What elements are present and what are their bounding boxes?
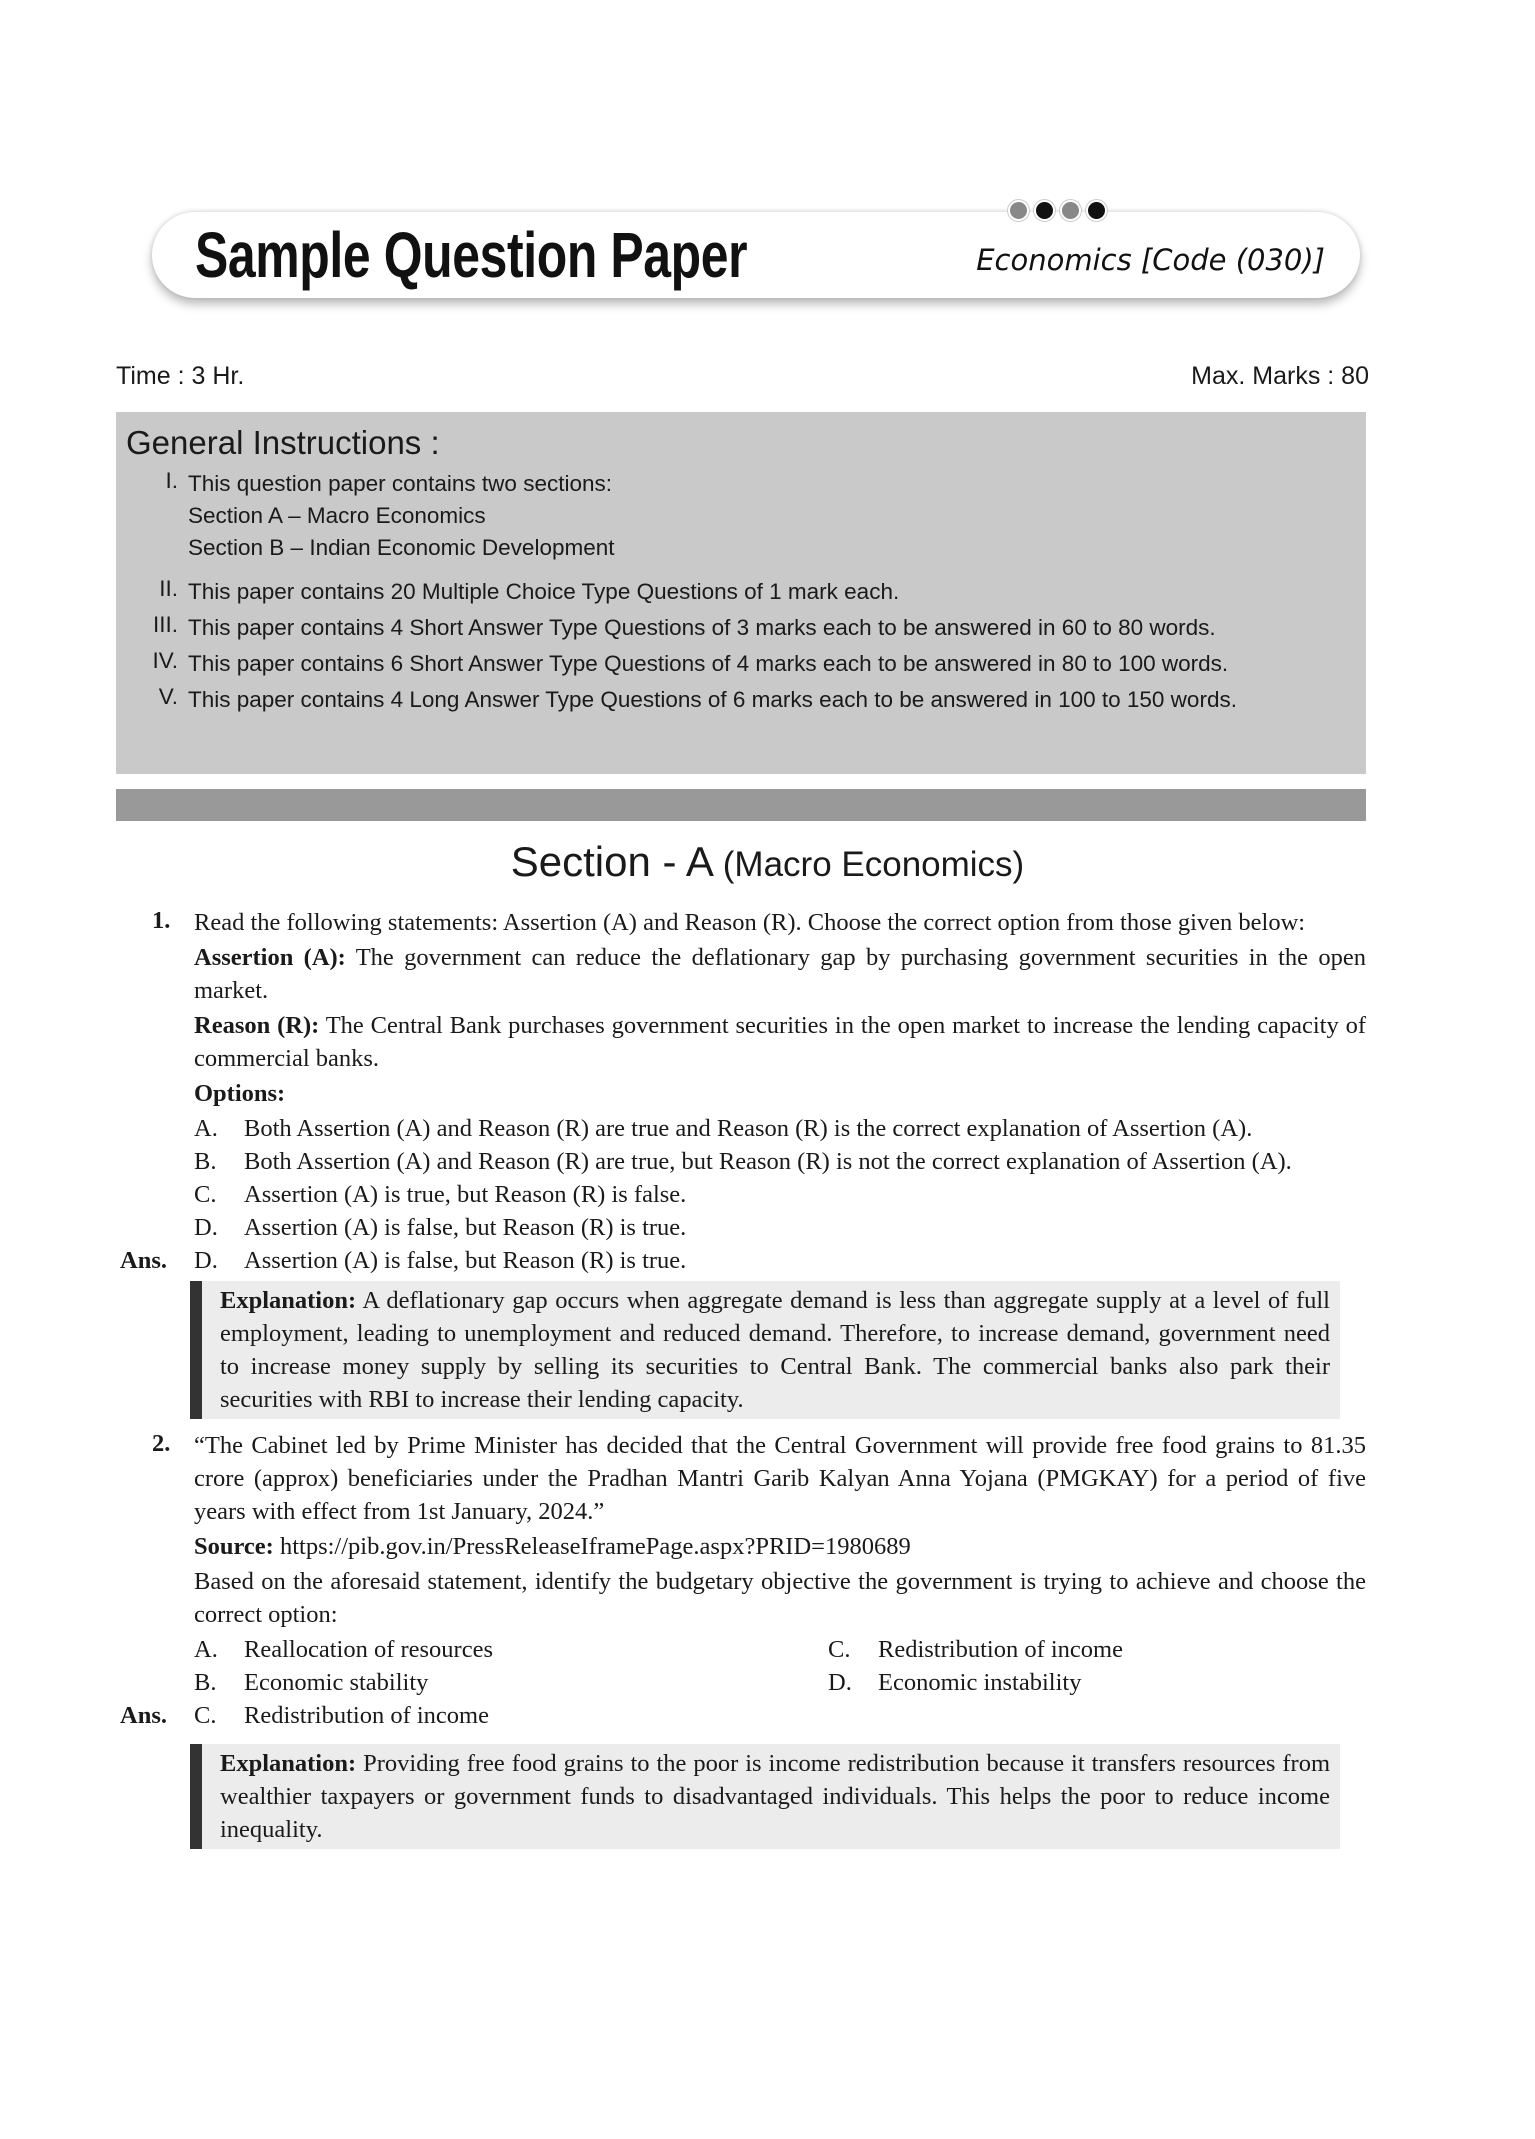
option-letter: B. bbox=[194, 1669, 217, 1696]
option-letter: A. bbox=[194, 1636, 218, 1663]
section-subtitle: (Macro Economics) bbox=[722, 845, 1025, 884]
time-label: Time : 3 Hr. bbox=[116, 362, 245, 390]
answer-letter: D. bbox=[194, 1247, 218, 1274]
option bbox=[194, 1145, 1366, 1178]
dot-icon bbox=[1060, 200, 1081, 221]
assertion bbox=[194, 941, 1366, 1007]
instruction-item bbox=[116, 648, 1356, 680]
option bbox=[194, 1211, 1366, 1244]
option bbox=[828, 1666, 1366, 1699]
question-number: 1. bbox=[152, 907, 171, 934]
instruction-text: This paper contains 6 Short Answer Type Questions of 4 marks each to be answered in 80 to 100 words. bbox=[188, 651, 1229, 676]
reason-text: The Central Bank purchases government securities in the open market to increase the lending capacity of commercial banks. bbox=[194, 1012, 1367, 1072]
instruction-text: Section B – Indian Economic Development bbox=[188, 535, 615, 560]
subject-code: Economics [Code (030)] bbox=[976, 243, 1325, 277]
section-title: Section - A bbox=[510, 838, 714, 885]
option bbox=[194, 1633, 828, 1666]
option-text: Economic instability bbox=[878, 1669, 1082, 1696]
decorative-dots bbox=[1008, 200, 1107, 221]
question-number: 2. bbox=[152, 1430, 171, 1457]
instruction-num: II. bbox=[159, 576, 178, 601]
instruction-text: This question paper contains two sections: bbox=[188, 471, 612, 496]
option-letter: C. bbox=[828, 1636, 851, 1663]
question-text: Read the following statements: Assertion (A) and Reason (R). Choose the correct option from those given below: bbox=[194, 909, 1306, 936]
source-label: Source: bbox=[194, 1533, 274, 1560]
answer-1 bbox=[120, 1244, 1366, 1277]
dot-icon bbox=[1034, 200, 1055, 221]
option-letter: D. bbox=[194, 1214, 218, 1241]
explanation-label: Explanation: bbox=[220, 1287, 357, 1314]
option-letter: D. bbox=[828, 1669, 852, 1696]
instruction-text: This paper contains 4 Short Answer Type Questions of 3 marks each to be answered in 60 to 80 words. bbox=[188, 615, 1216, 640]
instruction-num: III. bbox=[152, 612, 178, 637]
instruction-num: V. bbox=[158, 684, 178, 709]
dot-icon bbox=[1086, 200, 1107, 221]
answer-text: Assertion (A) is false, but Reason (R) is true. bbox=[244, 1247, 687, 1274]
options-label: Options: bbox=[194, 1080, 286, 1107]
option-text: Economic stability bbox=[244, 1669, 429, 1696]
instruction-item bbox=[116, 576, 1356, 608]
explanation-box bbox=[190, 1281, 1340, 1419]
instruction-item bbox=[116, 684, 1356, 716]
answer-label: Ans. bbox=[120, 1702, 167, 1729]
instruction-num: IV. bbox=[152, 648, 178, 673]
max-marks-label: Max. Marks : 80 bbox=[1191, 362, 1369, 390]
option bbox=[828, 1633, 1366, 1666]
questions bbox=[120, 904, 1366, 1857]
section-heading bbox=[0, 838, 1535, 886]
option-letter: B. bbox=[194, 1148, 217, 1175]
source-link[interactable]: https://pib.gov.in/PressReleaseIframePage.aspx?PRID=1980689 bbox=[279, 1533, 911, 1560]
option-text: Both Assertion (A) and Reason (R) are true, but Reason (R) is not the correct explanation of Assertion (A). bbox=[244, 1148, 1292, 1175]
option-text: Assertion (A) is false, but Reason (R) is true. bbox=[244, 1214, 687, 1241]
option bbox=[194, 1112, 1366, 1145]
instruction-text: This paper contains 4 Long Answer Type Questions of 6 marks each to be answered in 100 to 150 words. bbox=[188, 687, 1237, 712]
option-text: Redistribution of income bbox=[878, 1636, 1123, 1663]
instruction-item bbox=[116, 612, 1356, 644]
general-instructions bbox=[116, 412, 1366, 774]
instruction-text: This paper contains 20 Multiple Choice Type Questions of 1 mark each. bbox=[188, 579, 900, 604]
reason bbox=[194, 1009, 1366, 1075]
page-title: Sample Question Paper bbox=[195, 219, 748, 291]
option bbox=[194, 1666, 828, 1699]
assertion-label: Assertion (A): bbox=[194, 944, 346, 971]
assertion-text: The government can reduce the deflationary gap by purchasing government securities in the open market. bbox=[194, 944, 1366, 1004]
dot-icon bbox=[1008, 200, 1029, 221]
option-text: Assertion (A) is true, but Reason (R) is false. bbox=[244, 1181, 687, 1208]
answer-2 bbox=[120, 1699, 1366, 1732]
explanation-text: A deflationary gap occurs when aggregate demand is less than aggregate supply at a level of full employment, leading to unemployment and reduced demand. Therefore, to increase demand, government need to increase money supply by selling its securities to Central Bank. The commercial banks also park their securities with RBI to increase their lending capacity. bbox=[220, 1287, 1330, 1413]
question-text: “The Cabinet led by Prime Minister has decided that the Central Government will provide free food grains to 81.35 crore (approx) beneficiaries under the Pradhan Mantri Garib Kalyan Anna Yojana (PMGKAY) for a period of five years with effect from 1st January, 2024.” bbox=[194, 1432, 1366, 1525]
instruction-text: Section A – Macro Economics bbox=[188, 503, 486, 528]
option-text: Both Assertion (A) and Reason (R) are true and Reason (R) is the correct explanation of Assertion (A). bbox=[244, 1115, 1253, 1142]
explanation-text: Providing free food grains to the poor is income redistribution because it transfers resources from wealthier taxpayers or government funds to disadvantaged individuals. This helps the poor to reduce income inequality. bbox=[220, 1750, 1330, 1843]
instruction-item bbox=[116, 468, 1356, 564]
option-text: Reallocation of resources bbox=[244, 1636, 493, 1663]
question-1 bbox=[120, 904, 1366, 1244]
answer-text: Redistribution of income bbox=[244, 1702, 489, 1729]
source bbox=[194, 1530, 1366, 1563]
option bbox=[194, 1178, 1366, 1211]
explanation-box bbox=[190, 1744, 1340, 1849]
answer-label: Ans. bbox=[120, 1247, 167, 1274]
instructions-heading: General Instructions : bbox=[126, 424, 440, 461]
answer-letter: C. bbox=[194, 1702, 217, 1729]
explanation-label: Explanation: bbox=[220, 1750, 357, 1777]
instruction-num: I. bbox=[165, 468, 178, 493]
section-divider bbox=[116, 789, 1366, 821]
option-letter: A. bbox=[194, 1115, 218, 1142]
question-prompt: Based on the aforesaid statement, identify the budgetary objective the government is trying to achieve and choose the correct option: bbox=[194, 1568, 1366, 1628]
question-2 bbox=[120, 1427, 1366, 1699]
option-letter: C. bbox=[194, 1181, 217, 1208]
reason-label: Reason (R): bbox=[194, 1012, 320, 1039]
